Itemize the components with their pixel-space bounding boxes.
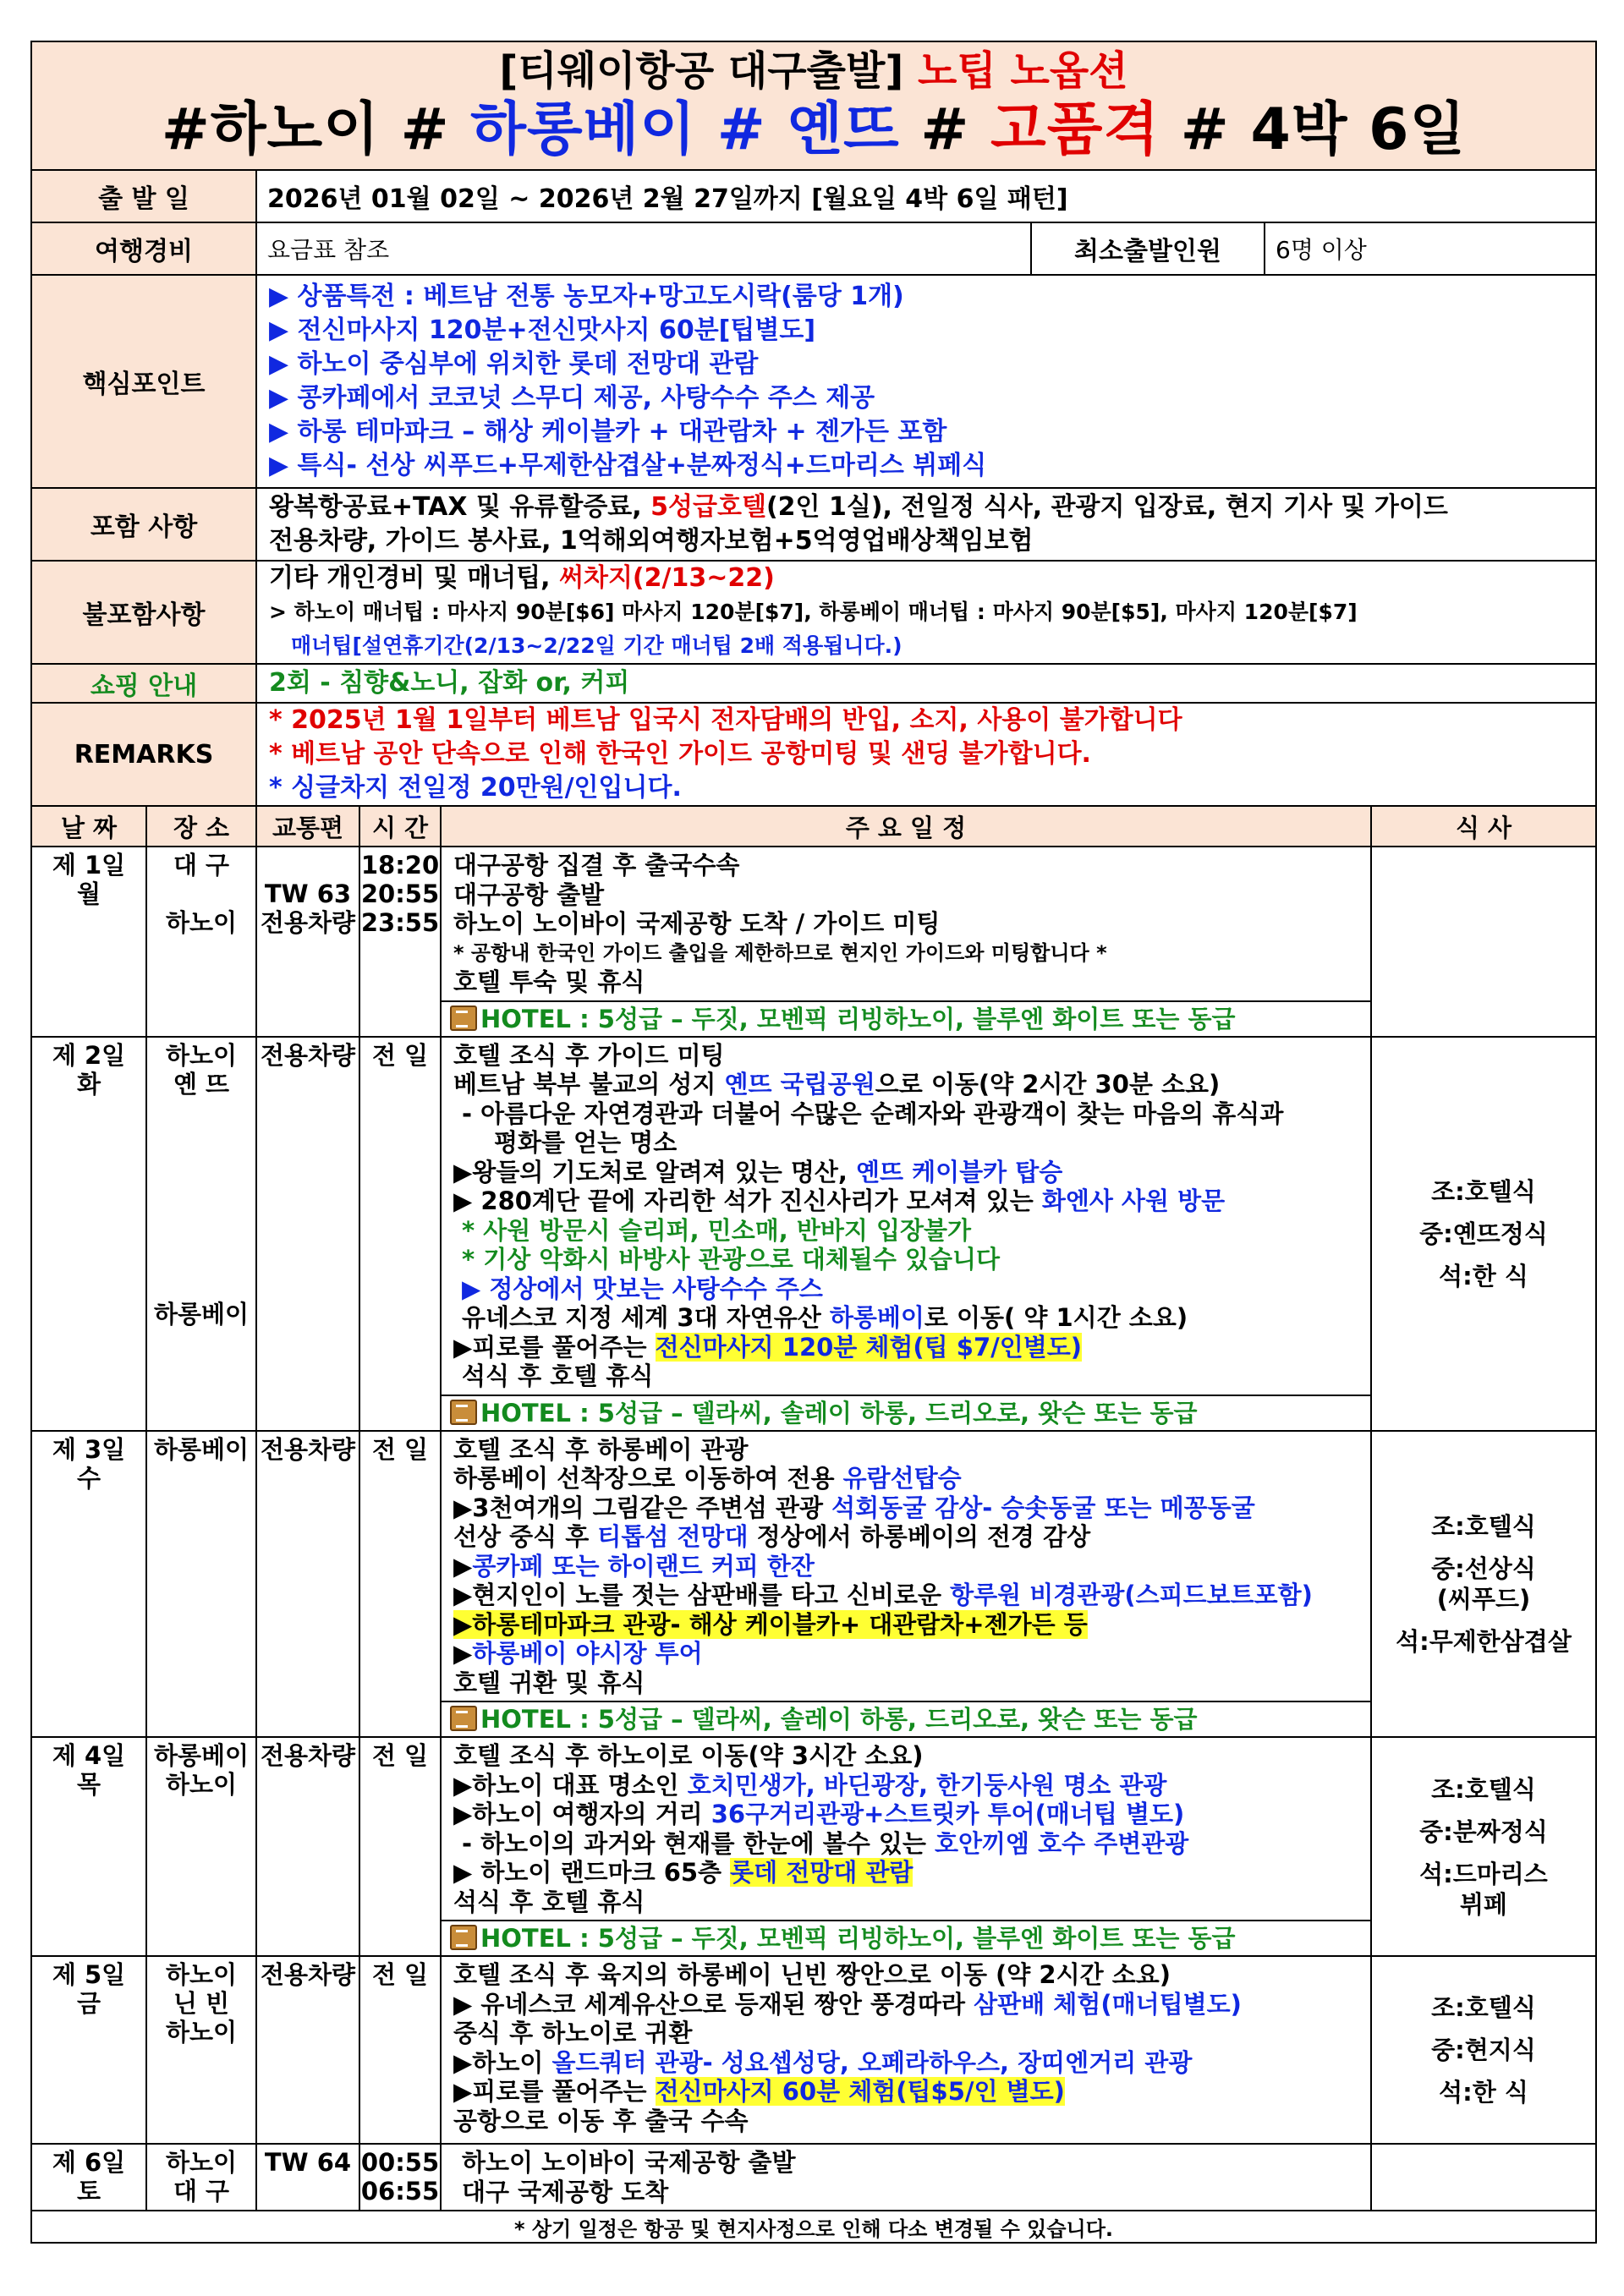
day-text: 토	[76, 2177, 101, 2206]
transport-text: 전용차량	[260, 1960, 356, 1989]
footer-note: * 상기 일정은 항공 및 현지사정으로 인해 다소 변경될 수 있습니다.	[31, 2211, 1596, 2243]
place-cell	[146, 847, 256, 1037]
plan-cell	[441, 1737, 1371, 1956]
plan-body	[442, 1038, 1370, 1395]
hotel-text: HOTEL : 5성급 – 두짓, 모벤픽 리빙하노이, 블루엔 화이트 또는 동급	[480, 1924, 1236, 1953]
plan-line	[442, 967, 1370, 997]
time-text: 20:55	[360, 879, 440, 908]
plan-segment: 옌뜨 국립공원	[724, 1070, 875, 1099]
place-text	[147, 1214, 255, 1242]
remark-item: * 베트남 공안 단속으로 인해 한국인 가이드 공항미팅 및 샌딩 불가합니다.	[269, 739, 1091, 769]
meal-cell	[1371, 2144, 1596, 2211]
day-text: 금	[76, 1989, 101, 2018]
core-points-list	[256, 275, 1596, 488]
col-plan: 주 요 일 정	[441, 806, 1371, 847]
col-date: 날 짜	[31, 806, 146, 847]
title-carrier: [티웨이항공 대구출발]	[499, 47, 904, 95]
place-text	[147, 879, 255, 908]
plan-segment: ▶ 정상에서 맛보는 사탕수수 주스	[462, 1274, 823, 1303]
plan-body	[442, 1432, 1370, 1701]
excluded-label: 불포함사항	[31, 561, 256, 664]
plan-line	[442, 1522, 1370, 1552]
plan-line	[442, 1128, 1370, 1158]
plan-segment: 정상에서 하롱베이의 전경 감상	[748, 1522, 1091, 1551]
hotel-line	[442, 1395, 1370, 1430]
day-text: 월	[76, 879, 101, 908]
plan-cell	[441, 1431, 1371, 1738]
schedule-header	[31, 806, 1596, 847]
plan-segment: 대구공항 출발	[453, 879, 605, 909]
transport-text: TW 63	[264, 879, 352, 908]
transport-cell	[256, 1737, 359, 1956]
core-point-item: ▶ 하롱 테마파크 – 해상 케이블카 + 대관람차 + 젠가든 포함	[269, 417, 947, 447]
plan-line	[442, 1581, 1370, 1610]
col-time: 시 간	[359, 806, 441, 847]
remarks-list	[256, 703, 1596, 806]
schedule-row-day-6	[31, 2144, 1596, 2211]
plan-line	[442, 909, 1370, 939]
meal-text: 석:드마리스 뷔페	[1419, 1859, 1548, 1919]
transport-cell	[256, 1431, 359, 1738]
plan-segment: ▶피로를 풀어주는	[453, 2077, 656, 2106]
title-line-2	[32, 96, 1595, 164]
plan-segment: 유네스코 지정 세계 3대 자연유산	[462, 1303, 830, 1332]
plan-segment: 전신마사지 60분 체험(팁$5/인 별도)	[655, 2077, 1065, 2106]
transport-text: 전용차량	[260, 908, 356, 937]
meal-cell	[1371, 1737, 1596, 1956]
time-cell	[359, 1431, 441, 1738]
place-text: 하노이	[165, 2018, 238, 2047]
plan-cell	[441, 1037, 1371, 1431]
title-no-tip: 노팁 노옵션	[918, 47, 1128, 95]
core-point-item: ▶ 특식- 선상 씨푸드+무제한삼겹살+분짜정식+드마리스 뷔페식	[269, 451, 987, 480]
meal-text: 석:한 식	[1439, 1261, 1528, 1290]
day-cell	[31, 1956, 146, 2144]
schedule-row-day-5	[31, 1956, 1596, 2144]
plan-segment: 올드쿼터 관광- 성요셉성당, 오페라하우스, 장띠엔거리 관광	[551, 2047, 1193, 2077]
plan-segment: ▶왕들의 기도처로 알려져 있는 명산,	[453, 1157, 856, 1186]
core-point-item: ▶ 콩카페에서 코코넛 스무디 제공, 사탕수수 주스 제공	[269, 383, 875, 413]
plan-line	[442, 1552, 1370, 1581]
plan-line	[442, 1464, 1370, 1493]
plan-line	[442, 1333, 1370, 1362]
time-cell	[359, 1956, 441, 2144]
included-label: 포함 사항	[31, 488, 256, 561]
hotel-icon	[450, 1925, 477, 1950]
place-text	[147, 1271, 255, 1300]
plan-line	[442, 1960, 1370, 1990]
plan-segment: ▶현지인이 노를 젓는 삼판배를 타고 신비로운	[453, 1581, 951, 1609]
cost-value: 요금표 참조	[256, 222, 1031, 275]
plan-segment: 항루원 비경관광(스피드보트포함)	[950, 1581, 1313, 1609]
plan-line	[442, 1041, 1370, 1071]
time-text: 전 일	[371, 1960, 429, 1989]
plan-segment: - 아름다운 자연경관과 더불어 수많은 순례자와 관광객이 찾는 마음의 휴식과	[462, 1099, 1284, 1128]
plan-segment: 로 이동( 약 1시간 소요)	[924, 1303, 1188, 1332]
plan-line	[442, 1639, 1370, 1669]
meal-text: 석:한 식	[1439, 2078, 1528, 2107]
day-text: 제 4일	[52, 1741, 126, 1770]
schedule-row-day-4	[31, 1737, 1596, 1956]
plan-segment: 하롱베이	[829, 1303, 924, 1332]
place-text: 대 구	[173, 2177, 230, 2206]
place-text	[147, 1127, 255, 1156]
plan-segment: 호안끼엠 호수 주변관광	[934, 1828, 1189, 1858]
place-text: 하노이	[165, 2148, 238, 2177]
plan-segment: 선상 중식 후	[453, 1522, 598, 1551]
plan-line	[442, 1771, 1370, 1800]
plan-line	[442, 2077, 1370, 2107]
meal-text: 조:호텔식	[1431, 1511, 1536, 1541]
time-cell	[359, 1737, 441, 1956]
meal-text: 중:선상식 (씨푸드)	[1431, 1553, 1536, 1614]
plan-segment: 호텔 투숙 및 휴식	[453, 967, 645, 996]
plan-line	[442, 1099, 1370, 1129]
time-cell	[359, 1037, 441, 1431]
plan-line	[442, 1829, 1370, 1859]
plan-segment: * 공항내 한국인 가이드 출입을 제한하므로 현지인 가이드와 미팅합니다 *	[453, 940, 1107, 965]
place-text: 하롱베이	[153, 1741, 250, 1770]
plan-line	[442, 2107, 1370, 2136]
meal-cell	[1371, 1956, 1596, 2144]
hotel-line	[442, 1920, 1370, 1955]
plan-segment: ▶피로를 풀어주는	[453, 1332, 656, 1362]
time-text: 23:55	[360, 908, 440, 937]
place-text: 하롱베이	[153, 1434, 250, 1464]
plan-segment: 석회동굴 감상- 승솟동굴 또는 메꽁동굴	[831, 1493, 1255, 1522]
departure-value: 2026년 01월 02일 ~ 2026년 2월 27일까지 [월요일 4박 6일 패턴]	[256, 170, 1596, 222]
place-cell	[146, 2144, 256, 2211]
title-segment: # 4박 6일	[1160, 96, 1467, 163]
plan-segment: 화엔사 사원 방문	[1041, 1186, 1226, 1215]
place-text	[147, 1242, 255, 1271]
transport-text: TW 64	[264, 2148, 352, 2177]
day-cell	[31, 1431, 146, 1738]
place-text	[147, 1185, 255, 1214]
hotel-line	[442, 1000, 1370, 1036]
remark-item: * 2025년 1월 1일부터 베트남 입국시 전자담배의 반입, 소지, 사용이 불가합니다	[269, 705, 1182, 735]
meal-text: 조:호텔식	[1431, 1774, 1536, 1804]
plan-line	[442, 851, 1370, 880]
plan-line	[442, 939, 1370, 968]
plan-segment: 옌뜨 케이블카 탑승	[856, 1157, 1063, 1186]
schedule-row-day-3	[31, 1431, 1596, 1738]
core-point-item: ▶ 전신마사지 120분+전신맛사지 60분[팁별도]	[269, 315, 816, 345]
time-text: 전 일	[371, 1741, 429, 1770]
title-segment: #	[899, 96, 991, 163]
time-text: 00:55	[360, 2148, 440, 2177]
day-cell	[31, 1037, 146, 1431]
transport-cell	[256, 1037, 359, 1431]
place-text: 대 구	[173, 851, 230, 879]
plan-line	[442, 2048, 1370, 2078]
place-text	[147, 1099, 255, 1127]
title-banner	[31, 41, 1596, 170]
title-line-1	[32, 46, 1595, 96]
day-text: 제 2일	[52, 1040, 126, 1070]
plan-line	[442, 1274, 1370, 1304]
time-text: 전 일	[371, 1434, 429, 1464]
plan-line	[442, 1741, 1370, 1771]
title-segment: 하롱베이 # 옌뜨	[470, 96, 900, 163]
col-meal: 식 사	[1371, 806, 1596, 847]
plan-segment: 석식 후 호텔 휴식	[462, 1362, 654, 1390]
plan-segment: ▶3천여개의 그림같은 주변섬 관광	[453, 1493, 832, 1522]
place-text: 옌 뜨	[173, 1069, 230, 1099]
plan-line	[442, 2178, 1370, 2207]
schedule-row-day-1	[31, 847, 1596, 1037]
place-cell	[146, 1737, 256, 1956]
day-text: 제 3일	[52, 1434, 126, 1464]
schedule-row-day-2	[31, 1037, 1596, 1431]
plan-segment: 으로 이동(약 2시간 30분 소요)	[875, 1070, 1221, 1099]
plan-line	[442, 1070, 1370, 1099]
meal-text: 중:옌뜨정식	[1419, 1219, 1548, 1248]
title-segment: 고품격	[990, 96, 1160, 163]
plan-line	[442, 1858, 1370, 1888]
hotel-text: HOTEL : 5성급 – 두짓, 모벤픽 리빙하노이, 블루엔 화이트 또는 동급	[480, 1004, 1236, 1033]
plan-segment: 호텔 조식 후 육지의 하롱베이 닌빈 짱안으로 이동 (약 2시간 소요)	[453, 1960, 1171, 1989]
plan-segment: ▶	[453, 1551, 473, 1581]
place-text: 하노이	[165, 1040, 238, 1070]
time-text: 18:20	[360, 851, 440, 879]
plan-cell	[441, 2144, 1371, 2211]
remarks-label: REMARKS	[31, 703, 256, 806]
plan-segment: 호텔 조식 후 하노이로 이동(약 3시간 소요)	[453, 1741, 924, 1770]
plan-segment: 하노이 노이바이 국제공항 도착 / 가이드 미팅	[453, 909, 941, 938]
excluded-value: 기타 개인경비 및 매너팁, 써차지(2/13~22) > 하노이 매너팁 : 마사지 90분[$6] 마사지 120분[$7], 하롱베이 매너팁 : 마사지 90분[$5], 마사지 120분[$7] 매너팁[설연휴기간(2/13~2/22일 기간 매너팁 2배 적용됩니다.)	[256, 561, 1596, 664]
place-text: 하롱베이	[153, 1299, 250, 1329]
min-departure-label: 최소출발인원	[1031, 222, 1265, 275]
plan-line	[442, 1888, 1370, 1917]
meal-cell	[1371, 1431, 1596, 1738]
place-cell	[146, 1956, 256, 2144]
core-points-label: 핵심포인트	[31, 275, 256, 488]
plan-segment: 36구거리관광+스트릿카 투어(매너팁 별도)	[710, 1800, 1185, 1828]
plan-segment: * 기상 악화시 바방사 관광으로 대체될수 있습니다	[462, 1245, 1001, 1274]
plan-line	[442, 1158, 1370, 1187]
plan-line	[442, 1435, 1370, 1465]
time-text: 06:55	[360, 2177, 440, 2206]
col-transport: 교통편	[256, 806, 359, 847]
cost-label: 여행경비	[31, 222, 256, 275]
hotel-text: HOTEL : 5성급 – 델라씨, 솔레이 하롱, 드리오로, 왓슨 또는 동급	[480, 1705, 1198, 1734]
plan-segment: 전신마사지 120분 체험(팁 $7/인별도)	[655, 1332, 1083, 1362]
plan-segment: 석식 후 호텔 휴식	[453, 1887, 645, 1916]
plan-segment: ▶ 하노이 랜드마크 65층	[453, 1858, 731, 1887]
transport-cell	[256, 2144, 359, 2211]
time-cell	[359, 847, 441, 1037]
meal-text: 석:무제한삼겹살	[1396, 1626, 1572, 1656]
departure-label: 출 발 일	[31, 170, 256, 222]
schedule-table	[30, 805, 1597, 2244]
time-cell	[359, 2144, 441, 2211]
day-cell	[31, 847, 146, 1037]
plan-line	[442, 1610, 1370, 1640]
day-text: 제 6일	[52, 2148, 126, 2177]
place-text: 하노이	[165, 908, 238, 937]
plan-body	[442, 2145, 1370, 2210]
day-text: 화	[76, 1069, 101, 1099]
info-table	[30, 41, 1597, 807]
footer-row	[31, 2211, 1596, 2243]
plan-segment: 평화를 얻는 명소	[494, 1128, 678, 1157]
plan-cell	[441, 847, 1371, 1037]
plan-segment: 호텔 조식 후 하롱베이 관광	[453, 1434, 749, 1464]
plan-line	[442, 1362, 1370, 1391]
hotel-icon	[450, 1006, 477, 1031]
transport-text: 전용차량	[260, 1434, 356, 1464]
place-text: 하노이	[165, 1960, 238, 1989]
time-text: 전 일	[371, 1040, 429, 1070]
plan-line	[442, 1493, 1370, 1523]
plan-segment: ▶하노이 여행자의 거리	[453, 1800, 711, 1828]
min-departure-value: 6명 이상	[1265, 222, 1596, 275]
shopping-label: 쇼핑 안내	[31, 664, 256, 703]
core-point-item: ▶ 하노이 중심부에 위치한 롯데 전망대 관람	[269, 349, 759, 379]
meal-text: 조:호텔식	[1431, 1993, 1536, 2022]
day-text: 제 5일	[52, 1960, 126, 1989]
transport-cell	[256, 847, 359, 1037]
place-text	[147, 1156, 255, 1185]
hotel-icon	[450, 1400, 477, 1425]
plan-segment: 콩카페 또는 하이랜드 커피 한잔	[472, 1551, 815, 1581]
plan-line	[442, 1303, 1370, 1333]
transport-text: 전용차량	[260, 1040, 356, 1070]
day-cell	[31, 1737, 146, 1956]
plan-line	[442, 1245, 1370, 1274]
plan-segment: 베트남 북부 불교의 성지	[453, 1070, 725, 1099]
plan-line	[442, 1990, 1370, 2019]
place-cell	[146, 1037, 256, 1431]
plan-line	[442, 1216, 1370, 1246]
hotel-icon	[450, 1706, 477, 1731]
plan-segment: * 사원 방문시 슬리퍼, 민소매, 반바지 입장불가	[462, 1215, 972, 1245]
plan-segment: 호텔 귀환 및 휴식	[453, 1668, 645, 1697]
remark-item: * 싱글차지 전일정 20만원/인입니다.	[269, 773, 682, 803]
plan-body	[442, 847, 1370, 1000]
plan-body	[442, 1957, 1370, 2139]
plan-segment: 티톱섬 전망대	[597, 1522, 749, 1551]
place-text: 하노이	[165, 1770, 238, 1799]
plan-segment: 대구공항 집결 후 출국수속	[453, 851, 740, 879]
itinerary-sheet	[30, 41, 1595, 2244]
plan-segment: ▶하롱테마파크 관광- 해상 케이블카+ 대관람차+젠가든 등	[453, 1609, 1088, 1639]
title-segment: #하노이 #	[161, 96, 471, 163]
included-value: 왕복항공료+TAX 및 유류할증료, 5성급호텔(2인 1실), 전일정 식사, 관광지 입장료, 현지 기사 및 가이드 전용차량, 가이드 봉사료, 1억해외여행자보험+5억영업배상책임보험	[256, 488, 1596, 561]
hotel-line	[442, 1701, 1370, 1736]
meal-cell	[1371, 847, 1596, 1037]
plan-segment: 호치민생가, 바딘광장, 한기둥사원 명소 관광	[687, 1770, 1167, 1800]
plan-segment: 중식 후 하노이로 귀환	[453, 2019, 693, 2047]
plan-line	[442, 2019, 1370, 2048]
meal-cell	[1371, 1037, 1596, 1431]
plan-segment: 하롱베이 선착장으로 이동하여 전용	[453, 1464, 843, 1493]
plan-segment: 유람선탑승	[842, 1464, 962, 1493]
hotel-text: HOTEL : 5성급 – 델라씨, 솔레이 하롱, 드리오로, 왓슨 또는 동급	[480, 1398, 1198, 1427]
transport-cell	[256, 1956, 359, 2144]
plan-segment: ▶ 유네스코 세계유산으로 등재된 짱안 풍경따라	[453, 1989, 974, 2019]
transport-text	[257, 851, 359, 879]
plan-segment: ▶하노이 대표 명소인	[453, 1770, 688, 1800]
shopping-value: 2회 - 침향&노니, 잡화 or, 커피	[256, 664, 1596, 703]
plan-segment: ▶하노이	[453, 2047, 552, 2077]
meal-text: 조:호텔식	[1431, 1176, 1536, 1206]
core-point-item: ▶ 상품특전 : 베트남 전통 농모자+망고도시락(룸당 1개)	[269, 282, 904, 311]
plan-line	[442, 1669, 1370, 1698]
plan-line	[442, 1800, 1370, 1829]
plan-line	[442, 1186, 1370, 1216]
plan-segment: 삼판배 체험(매너팁별도)	[974, 1989, 1242, 2019]
plan-line	[442, 2148, 1370, 2178]
plan-cell	[441, 1956, 1371, 2144]
plan-segment: 하노이 노이바이 국제공항 출발	[462, 2148, 796, 2177]
plan-segment: 하롱베이 야시장 투어	[472, 1639, 703, 1668]
transport-text: 전용차량	[260, 1741, 356, 1770]
plan-segment: 롯데 전망대 관람	[730, 1858, 914, 1887]
plan-segment: - 하노이의 과거와 현재를 한눈에 볼수 있는	[462, 1828, 935, 1858]
plan-segment: 호텔 조식 후 가이드 미팅	[453, 1040, 725, 1070]
plan-line	[442, 880, 1370, 910]
plan-segment: 대구 국제공항 도착	[462, 2177, 669, 2206]
plan-body	[442, 1738, 1370, 1920]
day-text: 제 1일	[52, 851, 126, 879]
place-cell	[146, 1431, 256, 1738]
place-text: 닌 빈	[173, 1989, 230, 2018]
plan-segment: 공항으로 이동 후 출국 수속	[453, 2106, 749, 2135]
meal-text: 중:분짜정식	[1419, 1817, 1548, 1846]
day-cell	[31, 2144, 146, 2211]
col-place: 장 소	[146, 806, 256, 847]
meal-text: 중:현지식	[1431, 2036, 1536, 2064]
plan-segment: ▶ 280계단 끝에 자리한 석가 진신사리가 모셔져 있는	[453, 1186, 1042, 1215]
plan-segment: ▶	[453, 1639, 473, 1668]
day-text: 목	[76, 1770, 101, 1799]
day-text: 수	[76, 1463, 101, 1493]
